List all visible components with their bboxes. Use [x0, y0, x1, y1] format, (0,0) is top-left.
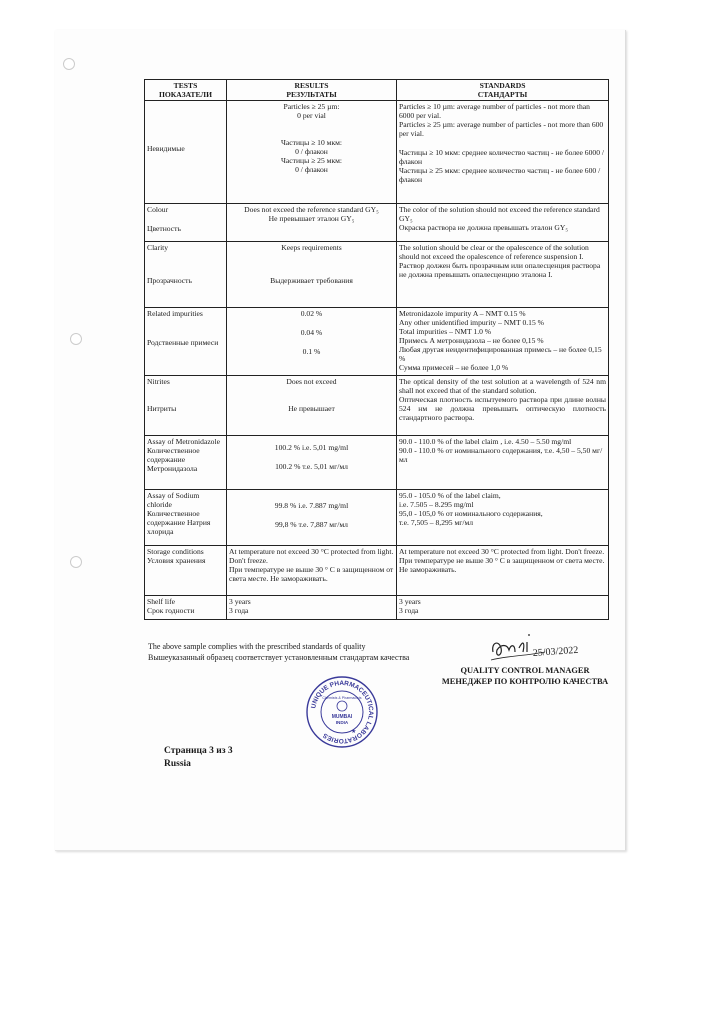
result-cell: 100.2 % i.e. 5,01 mg/ml 100.2 % т.е. 5,01 мг/мл	[227, 436, 397, 490]
svg-text:MUMBAI: MUMBAI	[331, 714, 353, 720]
table-row	[145, 376, 609, 436]
punch-hole	[70, 333, 82, 345]
table-row	[145, 308, 609, 376]
standard-cell: 3 years 3 года	[397, 596, 609, 620]
test-cell: Related impurities Родственные примеси	[145, 308, 227, 376]
header-results: RESULTS РЕЗУЛЬТАТЫ	[227, 80, 397, 101]
standard-cell: 95.0 - 105.0 % of the label claim, i.e. 7.505 – 8.295 mg/ml 95,0 - 105,0 % от номинального содержания, т.е. 7,505 – 8,295 мг/мл	[397, 490, 609, 546]
result-cell: Does not exceed the reference standard GY₅ Не превышает эталон GY₅	[227, 204, 397, 242]
certificate-table	[144, 79, 609, 620]
company-stamp	[305, 675, 379, 749]
table-header-row	[145, 80, 609, 101]
standard-cell: Particles ≥ 10 µm: average number of particles - not more than 6000 per vial. Particles ≥ 25 µm: average number of particles - not more than 600 per vial. Частицы ≥ 10 мкм: среднее количество частиц - не более 6000 /флакон Частицы ≥ 25 мкм: среднее количество частиц - не более 600 /флакон	[397, 101, 609, 204]
test-cell: Nitrites Нитриты	[145, 376, 227, 436]
result-cell: 3 years 3 года	[227, 596, 397, 620]
result-cell: Keeps requirements Выдерживает требования	[227, 242, 397, 308]
manager-title-en: QUALITY CONTROL MANAGER	[460, 666, 590, 675]
compliance-statement	[148, 641, 409, 663]
table-row	[145, 490, 609, 546]
compliance-ru: Вышеуказанный образец соответствует установленным стандартам качества	[148, 653, 410, 662]
punch-hole	[63, 58, 75, 70]
svg-text:INDIA: INDIA	[335, 720, 349, 725]
standard-cell: Metronidazole impurity A – NMT 0.15 % Any other unidentified impurity – NMT 0.15 % Total impurities – NMT 1.0 % Примесь А метронидазола – не более 0,15 % Любая другая неидентифицированная примесь – не более 0,15 % Сумма примесей – не более 1,0 %	[397, 308, 609, 376]
standard-cell: The solution should be clear or the opalescence of the solution should not exceed the opalescence of reference suspension I. Раствор должен быть прозрачным или опалесценция раствора не должна превышать опалесценцию эталона I.	[397, 242, 609, 308]
table-row	[145, 596, 609, 620]
result-cell: Does not exceed Не превышает	[227, 376, 397, 436]
svg-text:UNIQUE PHARMACEUTICAL LABORATO: UNIQUE PHARMACEUTICAL LABORATORIES	[310, 679, 375, 745]
svg-text:25/03/2022: 25/03/2022	[532, 644, 579, 659]
test-cell: Assay of Metronidazole Количественное содержание Метронидазола	[145, 436, 227, 490]
manager-title-ru: МЕНЕДЖЕР ПО КОНТРОЛЮ КАЧЕСТВА	[441, 677, 609, 686]
result-cell: 0.02 % 0.04 % 0.1 %	[227, 308, 397, 376]
page-footer	[164, 745, 233, 771]
test-cell: Clarity Прозрачность	[145, 242, 227, 308]
header-tests: TESTS ПОКАЗАТЕЛИ	[145, 80, 227, 101]
result-cell: Particles ≥ 25 µm: 0 per vial Частицы ≥ 10 мкм: 0 / флакон Частицы ≥ 25 мкм: 0 / флакон	[227, 101, 397, 204]
table-row	[145, 101, 609, 204]
punch-hole	[70, 556, 82, 568]
standard-cell: 90.0 - 110.0 % of the label claim , i.e. 4.50 – 5.50 mg/ml 90.0 - 110.0 % от номинального содержания, т.е. 4,50 – 5,50 мг/мл	[397, 436, 609, 490]
test-cell: Storage conditions Условия хранения	[145, 546, 227, 596]
svg-text:★: ★	[351, 728, 357, 735]
test-cell: Colour Цветность	[145, 204, 227, 242]
country-label: Russia	[164, 759, 191, 769]
table-row	[145, 436, 609, 490]
standard-cell: At temperature not exceed 30 °C protected from light. Don't freeze. При температуре не выше 30 ° С в защищенном от света месте. Не замораживать.	[397, 546, 609, 596]
test-cell: Shelf life Срок годности	[145, 596, 227, 620]
manager-block	[420, 665, 630, 687]
standard-cell: The optical density of the test solution at a wavelength of 524 nm shall not exceed that of the standard solution. Оптическая плотность испытуемого раствора при длине волны 524 нм не должна превышать оптическую плотность стандартного раствора.	[397, 376, 609, 436]
header-standards: STANDARDS СТАНДАРТЫ	[397, 80, 609, 101]
test-cell: Assay of Sodium chloride Количественное содержание Натрия хлорида	[145, 490, 227, 546]
result-cell: At temperature not exceed 30 °C protected from light. Don't freeze. При температуре не выше 30 ° С в защищенном от света месте. Не замораживать.	[227, 546, 397, 596]
standard-cell: The color of the solution should not exceed the reference standard GY₅ Окраска раствора не должна превышать эталон GY₅	[397, 204, 609, 242]
test-cell: Невидимые	[145, 101, 227, 204]
compliance-en: The above sample complies with the prescribed standards of quality	[148, 642, 366, 651]
table-row	[145, 546, 609, 596]
result-cell: 99.8 % i.e. 7.887 mg/ml 99,8 % т.е. 7,887 мг/мл	[227, 490, 397, 546]
table-row	[145, 242, 609, 308]
svg-text:Chemists & Pharmacists: Chemists & Pharmacists	[322, 696, 362, 700]
page-number: Страница 3 из 3	[164, 746, 233, 756]
table-row	[145, 204, 609, 242]
